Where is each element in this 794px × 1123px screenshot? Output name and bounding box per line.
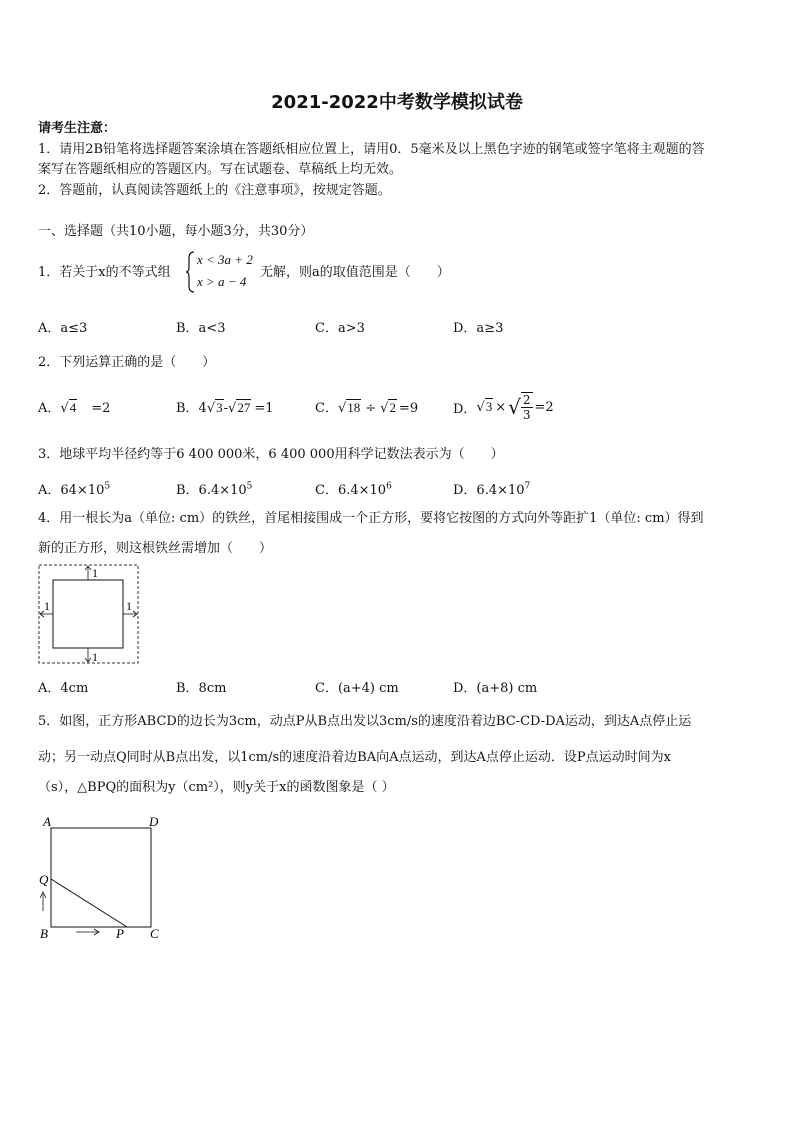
q2-option-a[interactable] bbox=[38, 397, 110, 416]
q2-c-divide: ÷ bbox=[365, 401, 377, 416]
q3-b-exponent: 5 bbox=[246, 481, 253, 492]
q2-c-result: =9 bbox=[398, 401, 419, 416]
q2-d-result: =2 bbox=[534, 399, 554, 415]
q5-square-figure bbox=[36, 812, 166, 942]
q2-c-radicand-1: 18 bbox=[347, 400, 361, 415]
sqrt-icon: √3 bbox=[206, 400, 223, 416]
q5-label-a: A bbox=[43, 814, 51, 829]
q5-label-q: Q bbox=[39, 872, 49, 887]
q2-c-radicand-2: 2 bbox=[389, 400, 396, 415]
sqrt-icon: √3 bbox=[476, 399, 493, 415]
q3-option-b[interactable] bbox=[176, 479, 252, 498]
q4-option-a[interactable]: A．4cm bbox=[38, 681, 89, 696]
q2-d-numerator: 2 bbox=[522, 393, 531, 407]
q2-stem: 2．下列运算正确的是（ ） bbox=[38, 355, 216, 370]
q2-d-denominator: 3 bbox=[522, 408, 531, 422]
q5-label-p: P bbox=[116, 926, 124, 941]
q4-option-d[interactable]: D．(a+8) cm bbox=[453, 681, 538, 696]
sqrt-icon: √2 bbox=[380, 400, 396, 416]
q2-a-result: =2 bbox=[91, 401, 111, 416]
q4-square-figure bbox=[38, 564, 140, 666]
q1-option-b[interactable]: B．a<3 bbox=[176, 321, 226, 336]
q1-option-a[interactable]: A．a≤3 bbox=[38, 321, 88, 336]
q3-option-d[interactable] bbox=[453, 479, 530, 498]
notice-line-3: 2．答题前，认真阅读答题纸上的《注意事项》，按规定答题。 bbox=[38, 183, 391, 198]
q2-option-b[interactable] bbox=[176, 397, 274, 416]
q2-b-result: =1 bbox=[254, 401, 274, 416]
q3-c-label: C．6.4×10 bbox=[315, 483, 387, 498]
q4-fig-bottom-label: 1 bbox=[92, 650, 98, 664]
page-title: 2021-2022中考数学模拟试卷 bbox=[271, 92, 523, 113]
q3-option-a[interactable] bbox=[38, 479, 110, 498]
brace-icon bbox=[186, 250, 196, 294]
q4-fig-top-label: 1 bbox=[92, 566, 98, 580]
q5-label-c: C bbox=[150, 926, 159, 941]
q3-a-exponent: 5 bbox=[104, 481, 111, 492]
q3-option-c[interactable] bbox=[315, 479, 392, 498]
q1-inequality-1: x < 3a + 2 bbox=[197, 252, 253, 267]
q4-fig-left-label: 1 bbox=[44, 599, 50, 613]
q2-b-radicand-2: 27 bbox=[237, 400, 251, 415]
q4-fig-right-label: 1 bbox=[126, 599, 132, 613]
q5-line-3: （s），△BPQ的面积为y（cm²），则y关于x的函数图象是（ ） bbox=[38, 780, 395, 795]
q2-c-label: C． bbox=[315, 401, 338, 416]
q2-b-minus: - bbox=[223, 401, 229, 416]
sqrt-icon: √18 bbox=[337, 400, 361, 416]
q1-option-d[interactable]: D．a≥3 bbox=[453, 321, 504, 336]
q3-a-label: A．64×10 bbox=[38, 483, 105, 498]
q5-label-b: B bbox=[40, 926, 48, 941]
q5-line-2: 动；另一动点Q同时从B点出发，以1cm/s的速度沿着边BA向A点运动，到达A点停止运动．设P点运动时间为x bbox=[38, 750, 671, 765]
section-heading: 一、选择题（共10小题，每小题3分，共30分） bbox=[38, 224, 314, 239]
notice-heading: 请考生注意： bbox=[38, 121, 117, 136]
notice-line-1: 1．请用2B铅笔将选择题答案涂填在答题纸相应位置上，请用0．5毫米及以上黑色字迹的钢笔或签字笔将主观题的答 bbox=[38, 142, 705, 157]
q4-option-b[interactable]: B．8cm bbox=[176, 681, 227, 696]
q2-a-label: A． bbox=[38, 401, 61, 416]
q1-suffix: 无解，则a的取值范围是（ ） bbox=[260, 265, 450, 280]
q2-d-radicand-1: 3 bbox=[485, 399, 493, 414]
q1-inequality-2: x > a − 4 bbox=[197, 274, 247, 289]
q3-c-exponent: 6 bbox=[386, 481, 392, 492]
inner-square bbox=[53, 580, 123, 648]
q3-b-label: B．6.4×10 bbox=[176, 483, 247, 498]
sqrt-icon: √27 bbox=[228, 400, 251, 416]
q1-inequality-system bbox=[186, 250, 262, 294]
q2-option-c[interactable] bbox=[315, 397, 418, 416]
q5-line-1: 5．如图，正方形ABCD的边长为3cm，动点P从B点出发以3cm/s的速度沿着边BC-CD-DA运动，到达A点停止运 bbox=[38, 714, 692, 729]
q3-stem: 3．地球平均半径约等于6 400 000米，6 400 000用科学记数法表示为（ ） bbox=[38, 447, 504, 462]
q2-d-times: × bbox=[495, 399, 507, 415]
notice-line-2: 案写在答题纸相应的答题区内。写在试题卷、草稿纸上均无效。 bbox=[38, 162, 403, 177]
q2-d-fraction bbox=[521, 392, 533, 422]
sqrt-icon: √4 bbox=[60, 400, 77, 416]
q2-d-label: D． bbox=[453, 401, 477, 417]
q5-label-d: D bbox=[149, 814, 159, 829]
q4-line-1: 4．用一根长为a（单位: cm）的铁丝，首尾相接围成一个正方形，要将它按图的方式向外等距扩1（单位: cm）得到 bbox=[38, 511, 704, 526]
q4-option-c[interactable]: C．(a+4) cm bbox=[315, 681, 399, 696]
q3-d-exponent: 7 bbox=[524, 481, 531, 492]
q3-d-label: D．6.4×10 bbox=[453, 483, 525, 498]
q2-b-radicand-1: 3 bbox=[216, 400, 223, 415]
q4-line-2: 新的正方形，则这根铁丝需增加（ ） bbox=[38, 541, 273, 556]
square-abcd bbox=[51, 828, 151, 927]
sqrt-icon: √ bbox=[508, 395, 521, 419]
q2-a-radicand: 4 bbox=[69, 400, 77, 415]
q1-prefix: 1．若关于x的不等式组 bbox=[38, 265, 171, 280]
q1-option-c[interactable]: C．a>3 bbox=[315, 321, 365, 336]
segment-qp bbox=[51, 879, 127, 927]
q2-b-label: B．4 bbox=[176, 401, 207, 416]
q2-option-d[interactable] bbox=[453, 388, 554, 426]
